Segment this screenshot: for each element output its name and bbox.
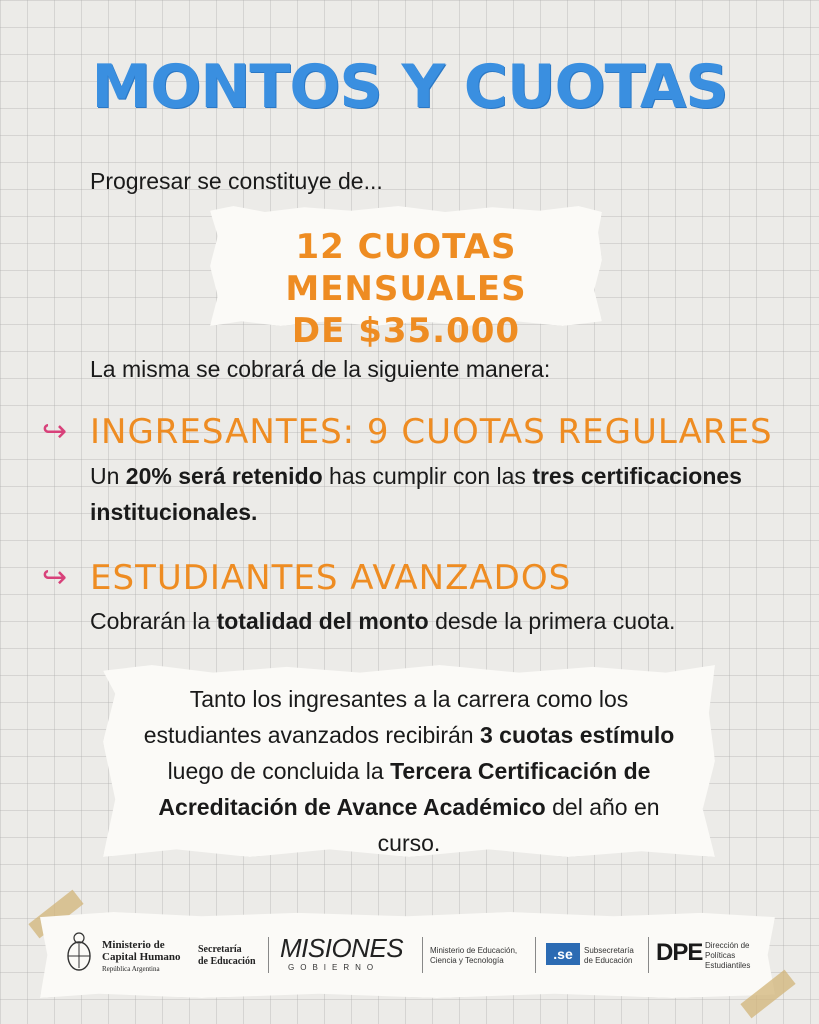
divider <box>648 937 649 973</box>
ministerio-capital-humano-logo: Ministerio de Capital Humano República Argentina <box>102 939 181 973</box>
highlight-line-1: 12 CUOTAS MENSUALES <box>285 227 527 309</box>
secretaria-educacion-logo: Secretaría de Educación <box>198 944 256 967</box>
dpe-label: Dirección de Políticas Estudiantiles <box>705 941 751 970</box>
manner-text: La misma se cobrará de la siguiente manera: <box>90 356 551 382</box>
misiones-gobierno-label: GOBIERNO <box>288 963 380 972</box>
divider <box>268 937 269 973</box>
subsecretaria-label: Subsecretaría de Educación <box>584 946 634 965</box>
section-avanzados-text: Cobrarán la totalidad del monto desde la primera cuota. <box>90 608 676 634</box>
dpe-logo: DPE <box>656 939 703 966</box>
divider <box>422 937 423 973</box>
arrow-right-icon: ↪ <box>42 414 68 449</box>
coat-of-arms-icon <box>64 930 94 974</box>
section-ingresantes-heading: INGRESANTES: 9 CUOTAS REGULARES <box>90 412 773 452</box>
page-title: MONTOS Y CUOTAS <box>91 52 728 122</box>
intro-text: Progresar se constituye de... <box>90 168 383 194</box>
ministerio-educacion-label: Ministerio de Educación, Ciencia y Tecnología <box>430 946 518 965</box>
highlight-line-2: DE $35.000 <box>291 311 521 351</box>
arrow-right-icon: ↪ <box>42 560 68 595</box>
section-avanzados-heading: ESTUDIANTES AVANZADOS <box>90 558 572 598</box>
se-logo: .se <box>546 943 580 965</box>
note-text: Tanto los ingresantes a la carrera como los estudiantes avanzados recibirán 3 cuotas estímulo luego de concluida la Tercera Certificación de Acreditación de Avance Académico del año en curso. <box>143 686 675 856</box>
divider <box>535 937 536 973</box>
highlight-text <box>210 226 602 352</box>
section-ingresantes-text: Un 20% será retenido has cumplir con las tres certificaciones institucionales. <box>90 463 742 525</box>
misiones-logo: MISIONES <box>280 933 404 963</box>
